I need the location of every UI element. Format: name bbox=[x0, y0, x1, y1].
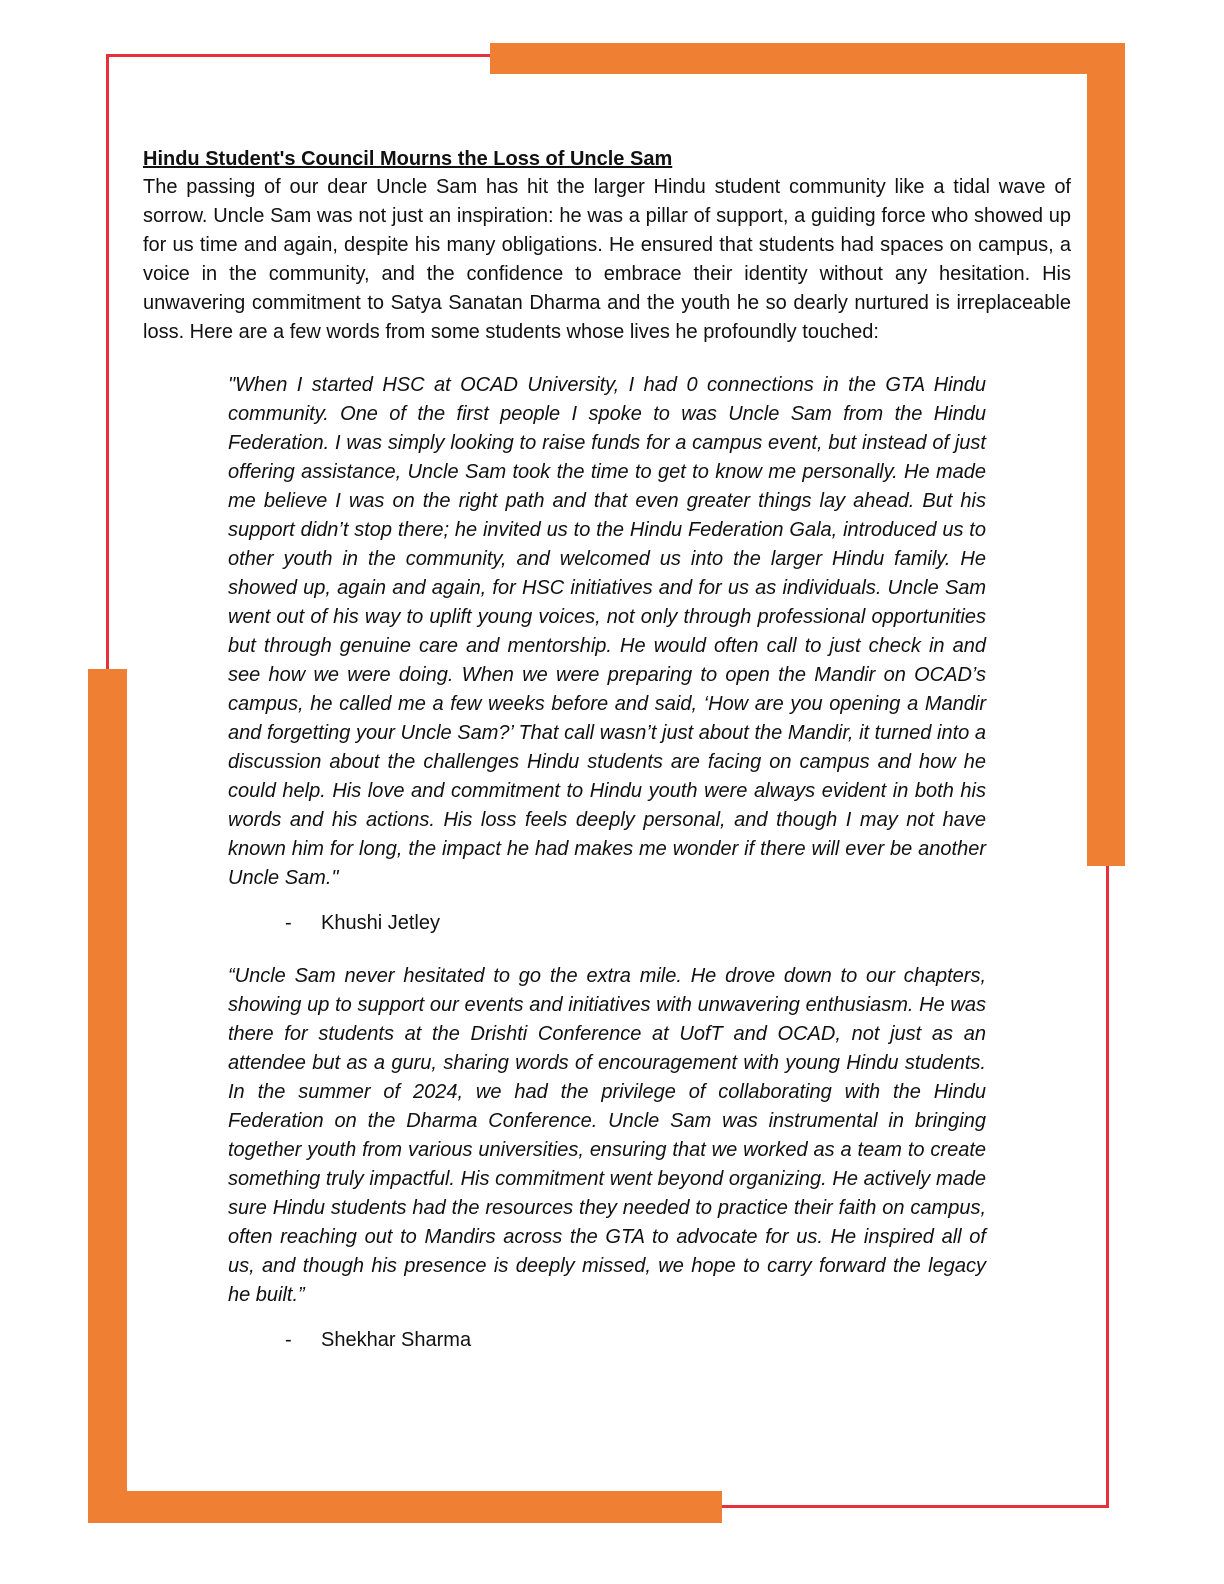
testimonial-author-2 bbox=[285, 1326, 1071, 1355]
testimonial-author-1 bbox=[285, 909, 1071, 938]
frame-left-orange-bar bbox=[88, 669, 127, 1523]
article-intro: The passing of our dear Uncle Sam has hit the larger Hindu student community like a tidal wave of sorrow. Uncle Sam was not just an inspiration: he was a pillar of support, a guiding force who showed up for us time and again, despite his many obligations. He ensured that students had spaces on campus, a voice in the community, and the confidence to embrace their identity without any hesitation. His unwavering commitment to Satya Sanatan Dharma and the youth he so dearly nurtured is irreplaceable loss. Here are a few words from some students whose lives he profoundly touched: bbox=[143, 176, 1071, 343]
article-headline: Hindu Student's Council Mourns the Loss of Uncle Sam bbox=[143, 148, 673, 170]
author-name: Shekhar Sharma bbox=[321, 1329, 472, 1351]
frame-right-orange-bar bbox=[1087, 43, 1125, 866]
testimonial-quote-1: "When I started HSC at OCAD University, I had 0 connections in the GTA Hindu community. One of the first people I spoke to was Uncle Sam from the Hindu Federation. I was simply looking to raise funds for a campus event, but instead of just offering assistance, Uncle Sam took the time to get to know me personally. He made me believe I was on the right path and that even greater things lay ahead. But his support didn’t stop there; he invited us to the Hindu Federation Gala, introduced us to other youth in the community, and welcomed us into the larger Hindu family. He showed up, again and again, for HSC initiatives and for us as individuals. Uncle Sam went out of his way to uplift young voices, not only through professional opportunities but through genuine care and mentorship. He would often call to just check in and see how we were doing. When we were preparing to open the Mandir on OCAD’s campus, he called me a few weeks before and said, ‘How are you opening a Mandir and forgetting your Uncle Sam?’ That call wasn’t just about the Mandir, it turned into a discussion about the challenges Hindu students are facing on campus and how he could help. His love and commitment to Hindu youth were always evident in both his words and his actions. His loss feels deeply personal, and though I may not have known him for long, the impact he had makes me wonder if there will ever be another Uncle Sam." bbox=[228, 374, 986, 889]
frame-right-red-line bbox=[1106, 864, 1109, 1508]
attribution-dash: - bbox=[285, 1329, 292, 1351]
frame-bottom-orange-bar bbox=[88, 1491, 722, 1523]
article bbox=[143, 145, 1071, 1355]
frame-left-red-line bbox=[106, 54, 109, 670]
frame-top-red-line bbox=[106, 54, 492, 57]
author-name: Khushi Jetley bbox=[321, 912, 440, 934]
frame-bottom-red-line bbox=[720, 1505, 1109, 1508]
frame-top-orange-bar bbox=[490, 43, 1125, 74]
testimonial-quote-2: “Uncle Sam never hesitated to go the extra mile. He drove down to our chapters, showing up to support our events and initiatives with unwavering enthusiasm. He was there for students at the Drishti Conference at UofT and OCAD, not just as an attendee but as a guru, sharing words of encouragement with young Hindu students. In the summer of 2024, we had the privilege of collaborating with the Hindu Federation on the Dharma Conference. Uncle Sam was instrumental in bringing together youth from various universities, ensuring that we worked as a team to create something truly impactful. His commitment went beyond organizing. He actively made sure Hindu students had the resources they needed to practice their faith on campus, often reaching out to Mandirs across the GTA to advocate for us. He inspired all of us, and though his presence is deeply missed, we hope to carry forward the legacy he built.” bbox=[228, 965, 986, 1306]
attribution-dash: - bbox=[285, 912, 292, 934]
